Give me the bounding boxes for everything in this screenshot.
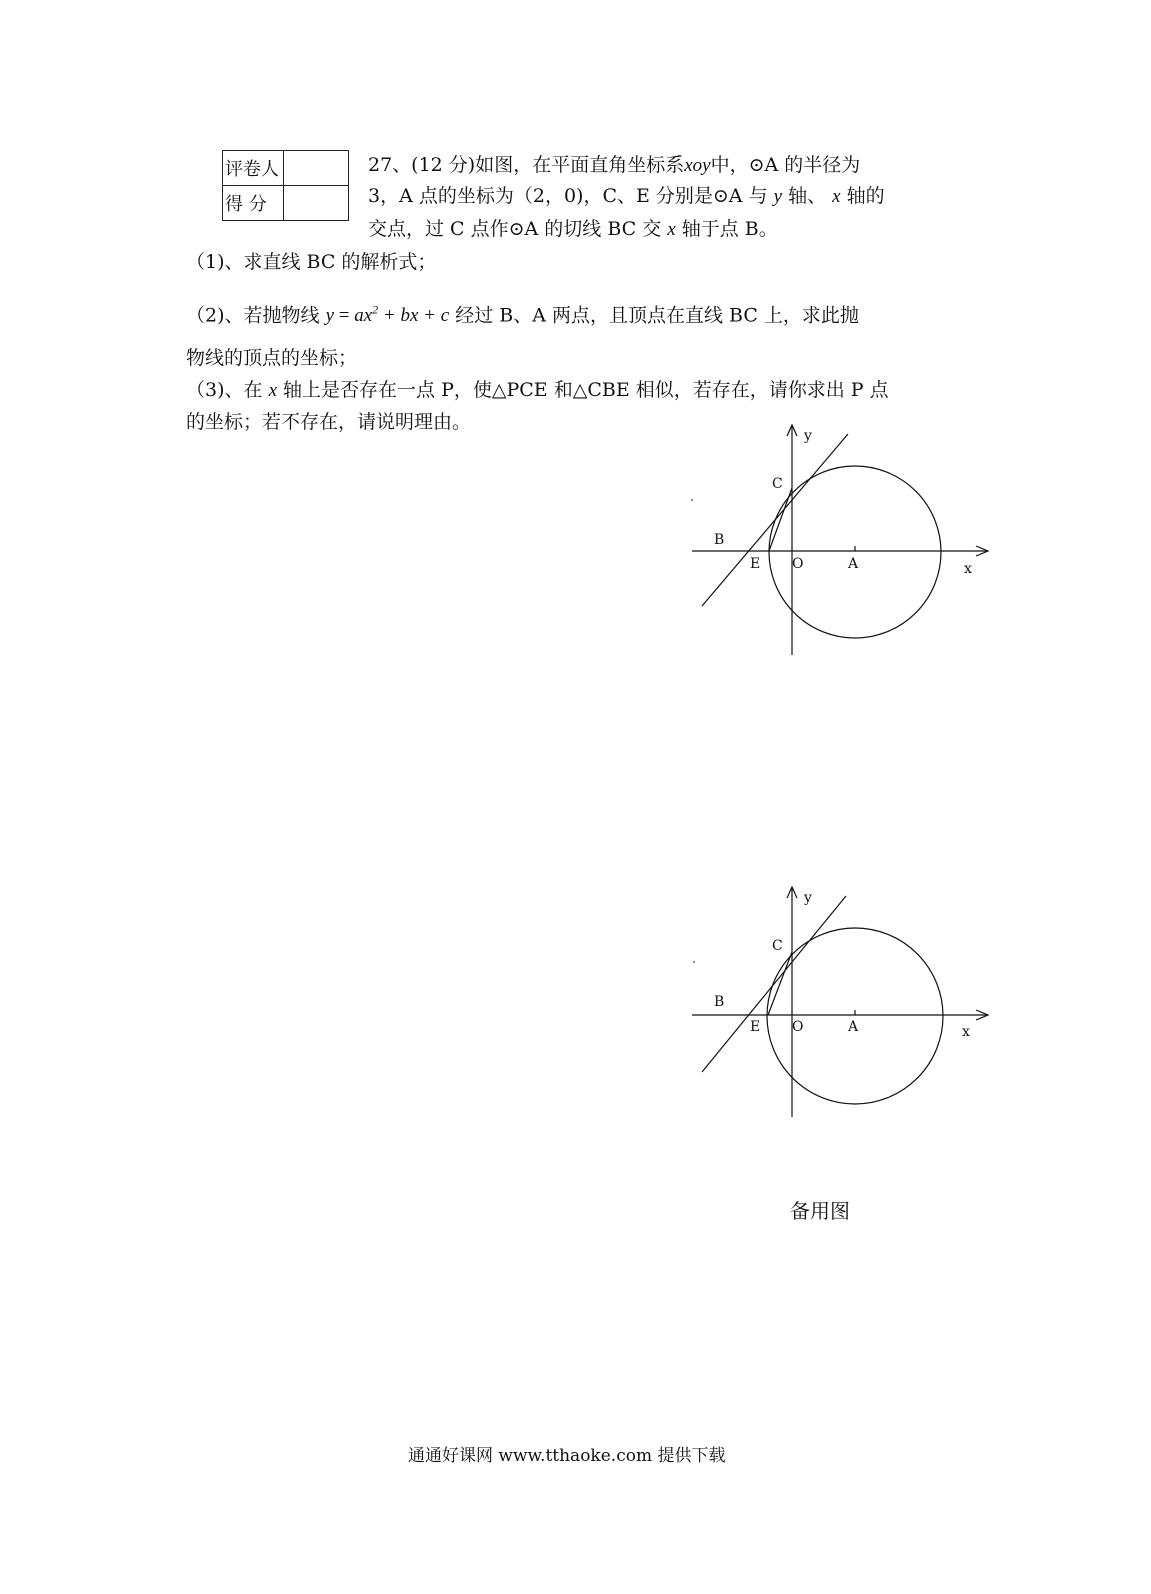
label-a: A [848,1019,859,1035]
stray-dot [693,961,695,963]
label-x: x [962,1024,970,1040]
chord-ce [768,952,792,1015]
label-b: B [714,532,725,548]
circle-a [767,928,943,1104]
grader-cell [284,151,349,186]
question-2-line-2: 物线的顶点的坐标； [186,347,358,369]
question-1: （1)、求直线 BC 的解析式； [186,251,437,273]
tangent-line-bc [702,434,848,606]
label-b: B [714,994,725,1010]
problem-line-3: 交点，过 C 点作⊙A 的切线 BC 交 x 轴于点 B。 [368,218,778,240]
coordinate-figure-spare [680,882,1000,1127]
problem-line-2: 3，A 点的坐标为（2，0)，C、E 分别是⊙A 与 y 轴、 x 轴的 [368,185,885,207]
tangent-line-bc [702,896,846,1072]
problem-line-1: 27、(12 分)如图，在平面直角坐标系xoy中，⊙A 的半径为 [368,154,861,176]
parabola-formula: $y = ax^2$ + bx + c [325,303,450,327]
label-y: y [804,890,812,906]
label-c: C [772,476,783,492]
score-label: 得 分 [223,186,284,221]
figure-caption: 备用图 [790,1199,850,1223]
circle-a [769,466,941,638]
chord-ce [769,488,792,551]
label-o: O [792,556,804,572]
footer-text: 通通好课网 www.tthaoke.com 提供下载 [408,1446,726,1466]
label-e: E [750,556,761,572]
label-o: O [792,1019,804,1035]
label-a: A [848,556,859,572]
question-3-line-2: 的坐标；若不存在，请说明理由。 [186,411,472,433]
label-c: C [772,938,783,954]
coordinate-figure-main [680,420,1000,665]
question-2-line-1: （2)、若抛物线 $y = ax^2$ + bx + c 经过 B、A 两点，且顶点在直线 BC 上，求此抛 [186,303,859,327]
score-box [222,150,349,221]
label-y: y [804,428,812,444]
question-3-line-1: （3)、在 x 轴上是否存在一点 P，使△PCE 和△CBE 相似，若存在，请你求出 P 点 [186,379,889,401]
stray-dot [691,499,693,501]
label-x: x [964,561,972,577]
label-e: E [750,1019,761,1035]
grader-label: 评卷人 [223,151,284,186]
score-cell [284,186,349,221]
